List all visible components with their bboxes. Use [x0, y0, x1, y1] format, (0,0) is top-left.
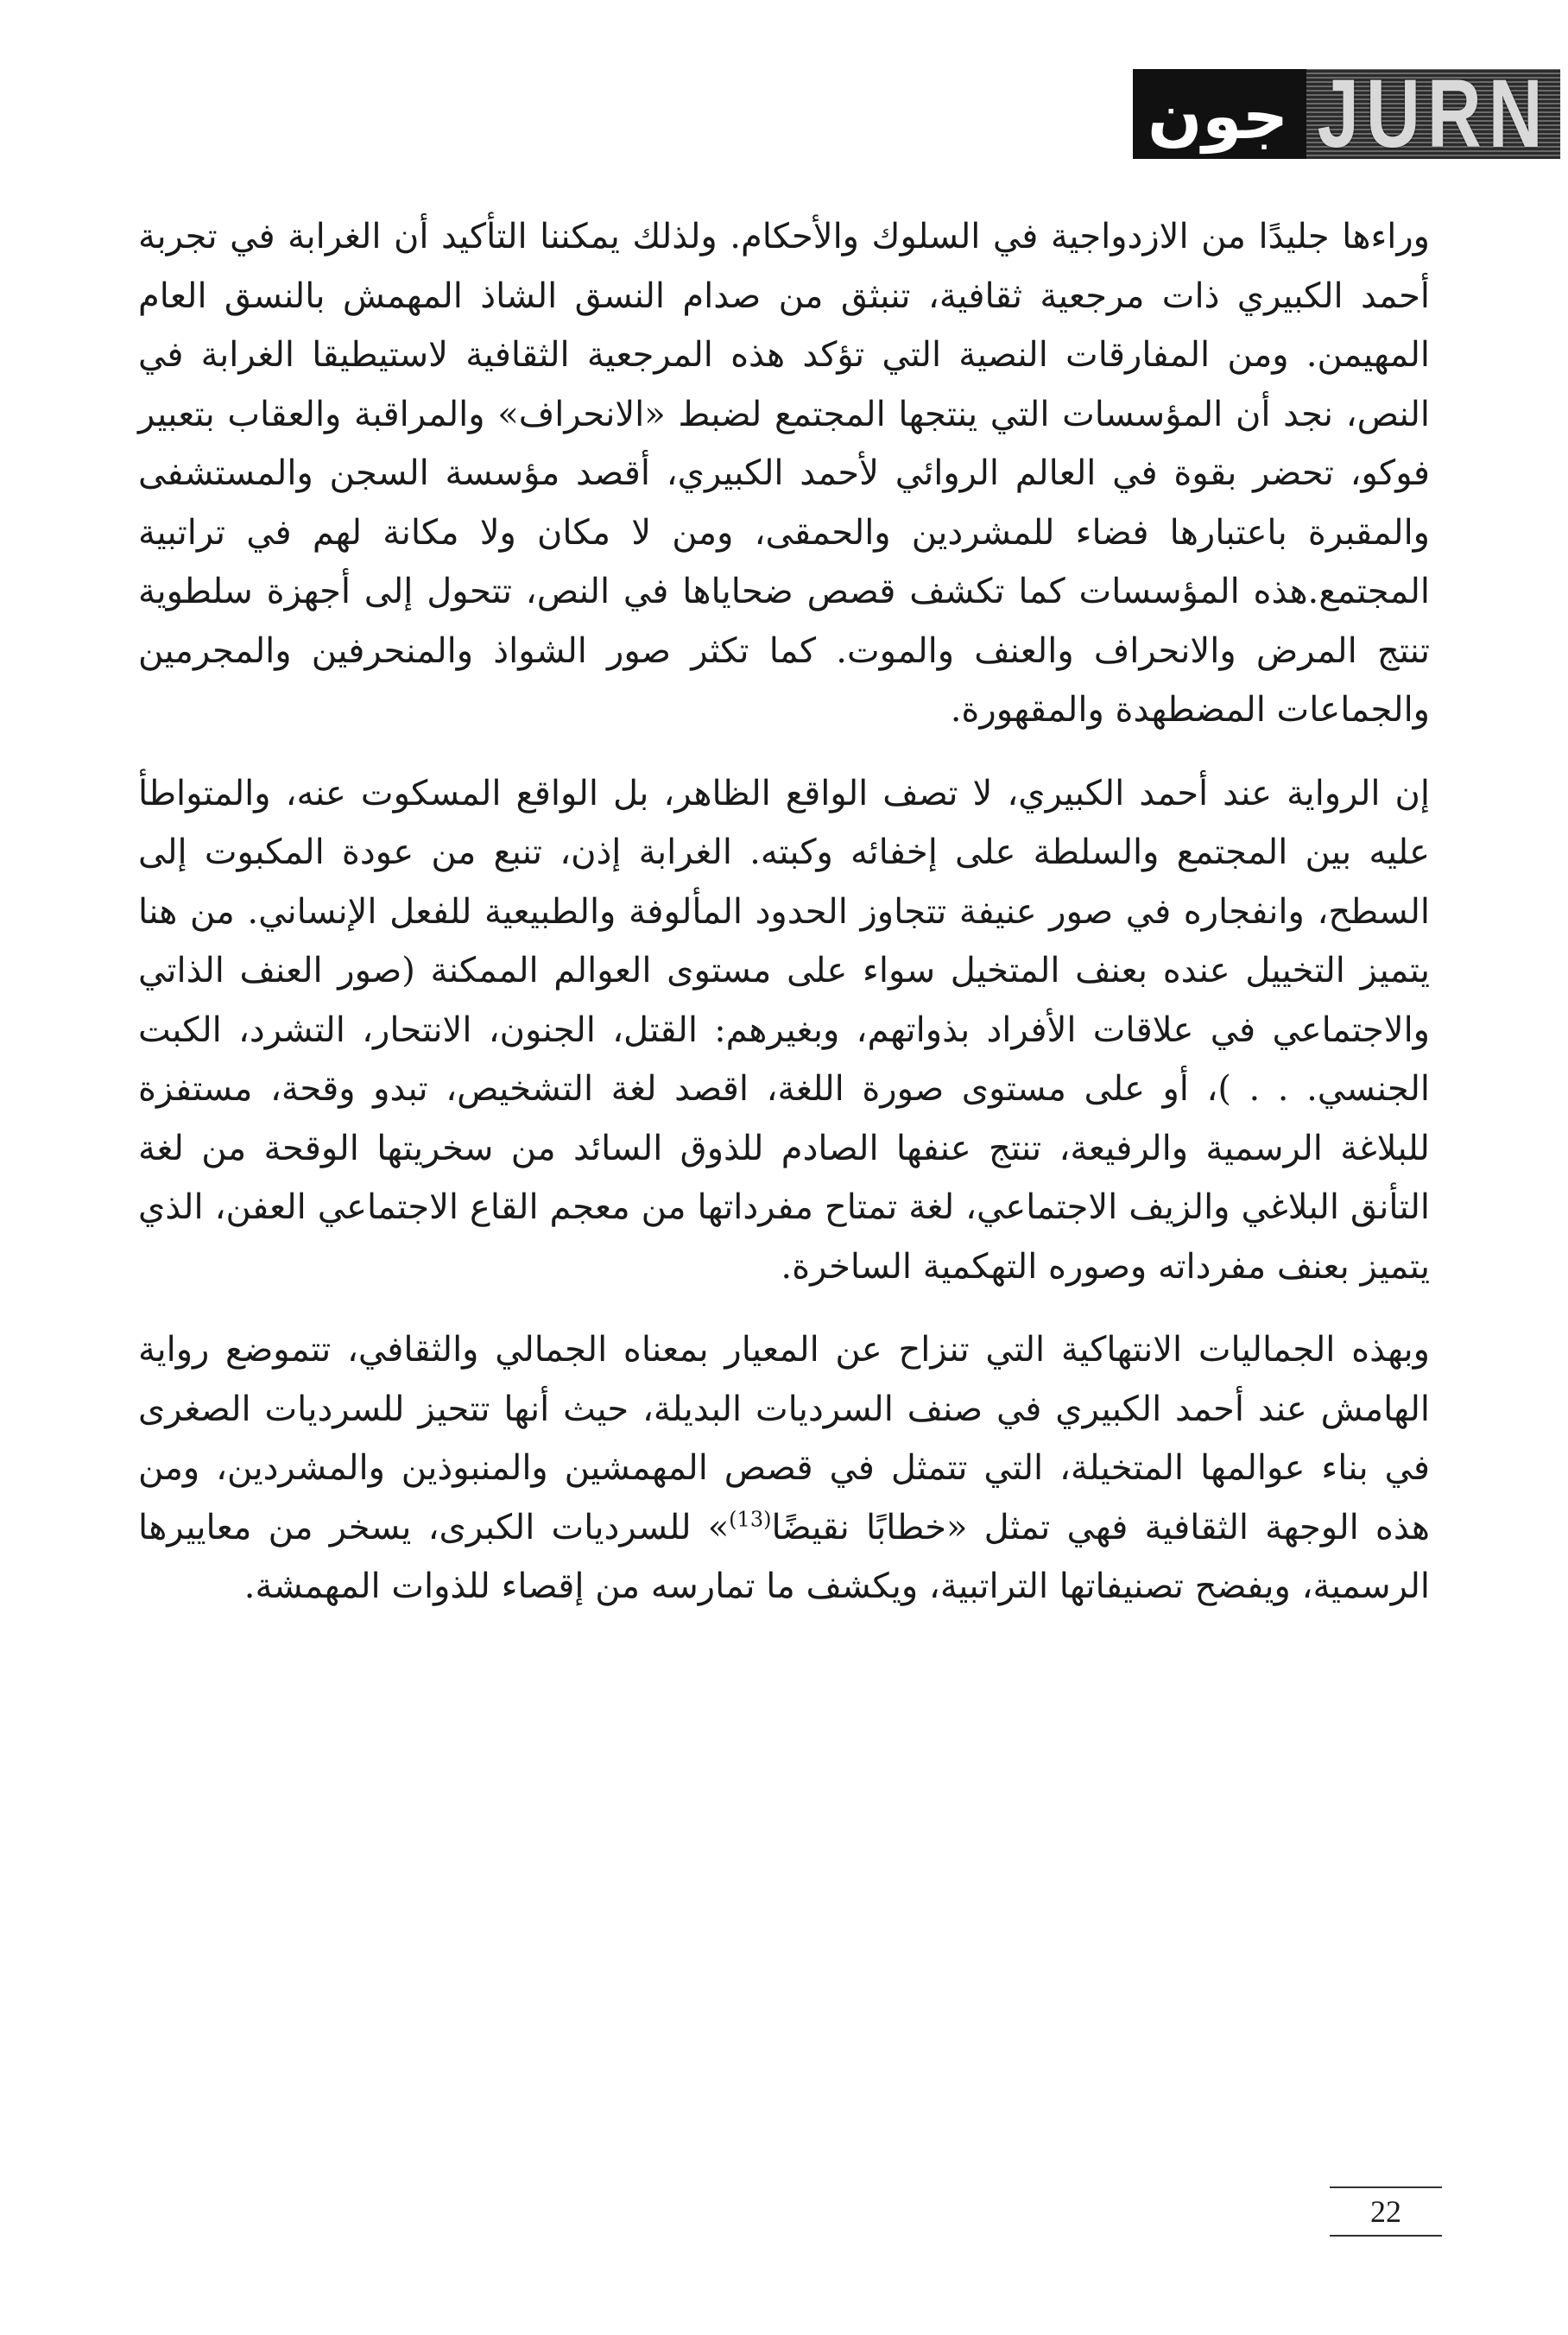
paragraph-3-text-after: » للسرديات الكبرى، يسخر من معاييرها الرسمية، ويفضح تصنيفاتها التراتبية، ويكشف ما تمارسه من إقصاء للذوات المهمشة.	[138, 1507, 1430, 1606]
paragraph-3-text-before: وبهذه الجماليات الانتهاكية التي تنزاح عن المعيار بمعناه الجمالي والثقافي، تتموضع رواية الهامش عند أحمد الكبيري في صنف السرديات البديلة، حيث أنها تتحيز للسرديات الصغرى في بناء عوالمها المتخيلة، التي تتمثل في قصص المهمشين والمنبوذين والمشردين، ومن هذه الوجهة الثقافية فهي تمثل «خطابًا نقيضًا	[138, 1330, 1431, 1547]
journal-logo	[1133, 60, 1550, 168]
article-body	[138, 207, 1430, 1641]
paragraph-1: وراءها جليدًا من الازدواجية في السلوك والأحكام. ولذلك يمكننا التأكيد أن الغرابة في تجربة أحمد الكبيري ذات مرجعية ثقافية، تنبثق من صدام النسق الشاذ المهمش بالنسق العام المهيمن. ومن المفارقات النصية التي تؤكد هذه المرجعية الثقافية لاستيطيقا الغرابة في النص، نجد أن المؤسسات التي ينتجها المجتمع لضبط «الانحراف» والمراقبة والعقاب بتعبير فوكو، تحضر بقوة في العالم الروائي لأحمد الكبيري، أقصد مؤسسة السجن والمستشفى والمقبرة باعتبارها فضاء للمشردين والحمقى، ومن لا مكان ولا مكانة لهم في تراتبية المجتمع.هذه المؤسسات كما تكشف قصص ضحاياها في النص، تتحول إلى أجهزة سلطوية تنتج المرض والانحراف والعنف والموت. كما تكثر صور الشواذ والمنحرفين والمجرمين والجماعات المضطهدة والمقهورة.	[138, 217, 1430, 730]
paragraph-3	[138, 1320, 1430, 1617]
logo-latin-text: JURN	[1306, 69, 1560, 159]
logo-arabic-text: جون	[1133, 69, 1306, 159]
footnote-reference: (13)	[729, 1507, 772, 1532]
paragraph-2: إن الرواية عند أحمد الكبيري، لا تصف الواقع الظاهر، بل الواقع المسكوت عنه، والمتواطأ عليه بين المجتمع والسلطة على إخفائه وكبته. الغرابة إذن، تنبع من عودة المكبوت إلى السطح، وانفجاره في صور عنيفة تتجاوز الحدود المألوفة والطبيعية للفعل الإنساني. من هنا يتميز التخييل عنده بعنف المتخيل سواء على مستوى العوالم الممكنة (صور العنف الذاتي والاجتماعي في علاقات الأفراد بذواتهم، وبغيرهم: القتل، الجنون، الانتحار، التشرد، الكبت الجنسي. . . )، أو على مستوى صورة اللغة، اقصد لغة التشخيص، تبدو وقحة، مستفزة للبلاغة الرسمية والرفيعة، تنتج عنفها الصادم للذوق السائد من سخريتها الوقحة من لغة التأنق البلاغي والزيف الاجتماعي، لغة تمتاح مفرداتها من معجم القاع الاجتماعي العفن، الذي يتميز بعنف مفرداته وصوره التهكمية الساخرة.	[138, 773, 1430, 1287]
page-number: 22	[1330, 2186, 1442, 2237]
